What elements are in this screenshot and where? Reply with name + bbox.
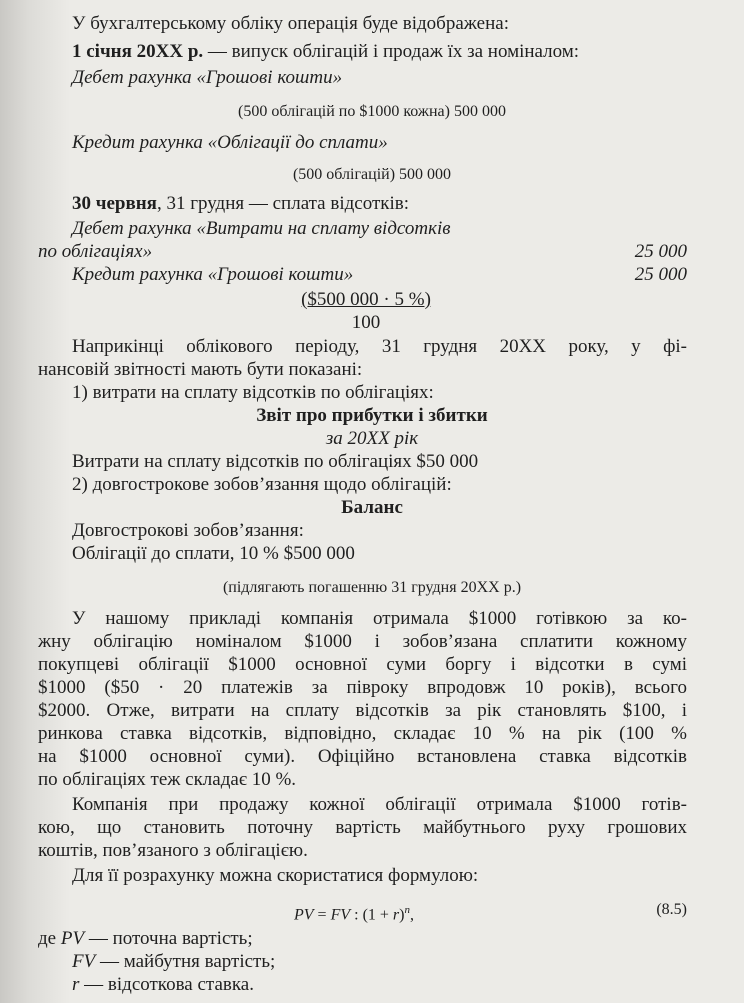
formula-close: ) <box>399 906 405 924</box>
entry2-debit-amount: 25 000 <box>634 241 687 262</box>
para1-line2: нансовій звітності мають бути показані: <box>38 359 363 380</box>
para2-line: по облігаціях теж складає 10 %. <box>38 769 297 790</box>
balance-line1: Довгострокові зобов’язання: <box>72 520 304 541</box>
para2-line: ринкова ставка відсотків, відповідно, складає 10 % на рік (100 % <box>38 723 687 744</box>
formula-number: (8.5) <box>656 901 687 918</box>
para3-line: коштів, пов’язаного з облігацією. <box>38 840 308 861</box>
report-title: Звіт про прибутки і збитки <box>256 405 488 426</box>
entry2-heading <box>72 193 409 215</box>
para1-item1: 1) витрати на сплату відсотків по облігаціях: <box>72 382 434 403</box>
formula-eq: = <box>313 906 331 924</box>
balance-line2: Облігації до сплати, 10 % $500 000 <box>72 543 355 564</box>
para4: Для її розрахунку можна скористатися формулою: <box>72 865 479 886</box>
def-r-sym: r <box>72 974 80 995</box>
intro-line: У бухгалтерському обліку операція буде відображена: <box>72 13 509 34</box>
entry2-debit-label-2: по облігаціях» <box>38 241 153 262</box>
formula-tail: , <box>409 906 414 924</box>
entry1-heading <box>72 41 579 63</box>
para2-line: $1000 ($50 · 20 платежів за півроку впродовж 10 років), всього <box>38 677 687 698</box>
balance-title: Баланс <box>341 497 403 518</box>
para2-line: покупцеві облігації $1000 основної суми боргу і відсотки в сумі <box>38 654 687 675</box>
def-pv-sym: PV <box>60 928 85 949</box>
def-fv <box>72 951 275 973</box>
entry1-debit-label: Дебет рахунка «Грошові кошти» <box>72 67 343 88</box>
para1-item2: 2) довгострокове зобов’язання щодо облігацій: <box>72 474 452 495</box>
entry2-desc: , 31 грудня — сплата відсотків: <box>156 193 410 214</box>
entry1-credit-label: Кредит рахунка «Облігації до сплати» <box>72 132 388 153</box>
entry2-credit-amount: 25 000 <box>634 264 687 285</box>
def-pv <box>38 928 253 950</box>
balance-note: (підлягають погашенню 31 грудня 20ХХ р.) <box>222 579 522 596</box>
entry1-credit-detail: (500 облігацій) 500 000 <box>292 166 452 183</box>
def-fv-sym: FV <box>72 951 96 972</box>
entry2-debit-label-1: Дебет рахунка «Витрати на сплату відсотків <box>72 218 451 239</box>
formula-fv-sym: FV <box>330 906 351 924</box>
para2-line: на $1000 основної суми). Офіційно встановлена ставка відсотків <box>38 746 687 767</box>
formula-numerator: ($500 000 · 5 %) <box>301 289 431 310</box>
para1-line1: Наприкінці облікового періоду, 31 грудня 20ХХ року, у фі- <box>72 336 687 357</box>
report-period: за 20ХХ рік <box>325 428 419 449</box>
formula-pv <box>294 899 414 926</box>
formula-pv-sym: PV <box>294 906 314 924</box>
entry2-date: 30 червня <box>72 193 157 214</box>
def-prefix: де <box>38 928 61 949</box>
def-fv-text: — майбутня вартість; <box>95 951 276 972</box>
para3-line: Компанія при продажу кожної облігації отримала $1000 готів- <box>72 794 687 815</box>
formula-n-sup: n <box>404 904 410 916</box>
entry2-credit-label: Кредит рахунка «Грошові кошти» <box>72 264 354 285</box>
def-r-text: — відсоткова ставка. <box>79 974 254 995</box>
formula-r-sym: r <box>392 906 400 924</box>
formula-denominator: 100 <box>351 312 381 333</box>
para2-line: У нашому прикладі компанія отримала $1000 готівкою за ко- <box>72 608 687 629</box>
entry1-debit-detail: (500 облігацій по $1000 кожна) 500 000 <box>238 103 506 120</box>
entry1-date: 1 січня 20ХХ р. <box>72 41 204 62</box>
para2-line: жну облігацію номіналом $1000 і зобов’язана сплатити кожному <box>38 631 687 652</box>
def-pv-text: — поточна вартість; <box>84 928 253 949</box>
formula-mid: : (1 + <box>350 906 393 924</box>
def-r <box>72 974 254 996</box>
entry1-desc: — випуск облігацій і продаж їх за номіналом: <box>203 41 580 62</box>
para2-line: $2000. Отже, витрати на сплату відсотків за рік становлять $100, і <box>38 700 687 721</box>
report-line: Витрати на сплату відсотків по облігаціях $50 000 <box>72 451 479 472</box>
para3-line: кою, що становить поточну вартість майбутнього руху грошових <box>38 817 687 838</box>
